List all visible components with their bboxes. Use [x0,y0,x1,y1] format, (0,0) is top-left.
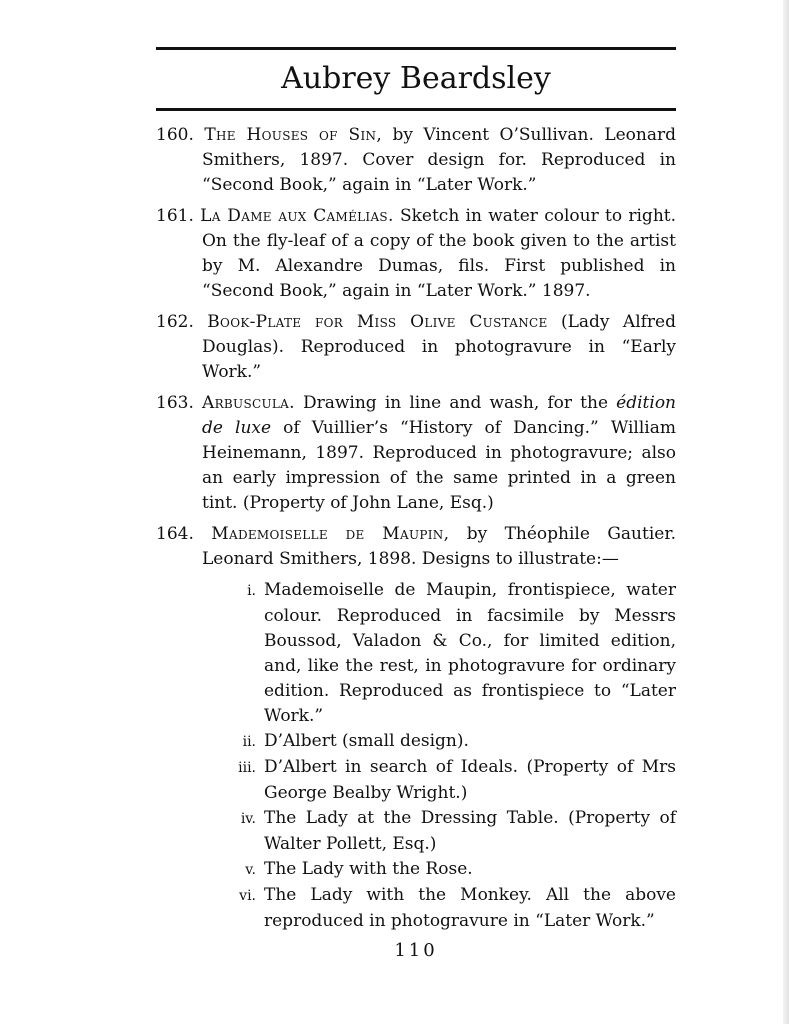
design-numeral: i. [247,583,256,599]
design-numeral: iii. [238,760,256,776]
catalogue-entry-160 [156,123,676,198]
catalogue-entry-161 [156,204,676,304]
design-item [156,857,676,883]
entry-number: 161. [156,206,194,226]
design-text: Mademoiselle de Maupin, frontispiece, water colour. Reproduced in facsimile by Messrs Boussod, Valadon & Co., for limited edition, and, like the rest, in photogravure for ordinary edition. Reproduced as frontispiece to “Later Work.” [264,580,676,726]
design-numeral: vi. [239,888,256,904]
design-numeral: v. [245,862,256,878]
design-item [156,578,676,729]
entry-text: Drawing in line and wash, for the [294,393,617,413]
entry-text: by Théophile Gautier. Leonard Smithers, 1898. Designs to illustrate:— [202,524,676,569]
entry-text-continued: of Vuillier’s “History of Dancing.” William Heinemann, 1897. Reproduced in photogravure; also an early impression of the same printed in a green tint. (Property of John Lane, Esq.) [202,418,676,513]
header-rule-bottom [156,108,676,111]
catalogue-entry-163 [156,391,676,516]
entry-title: The Houses of Sin, [204,125,383,145]
design-numeral: ii. [242,734,256,750]
catalogue-entry-164 [156,522,676,572]
design-text: The Lady with the Rose. [264,859,473,879]
entry-title: La Dame aux Camélias. [200,206,394,226]
design-item [156,806,676,857]
entry-italic-text: édition de luxe [202,393,677,438]
entry-number: 160. [156,125,194,145]
entry-text: (Lady Alfred Douglas). Reproduced in photogravure in “Early Work.” [202,312,676,382]
page-number: 110 [394,940,438,961]
design-item [156,755,676,806]
design-text: The Lady with the Monkey. All the above reproduced in photogravure in “Later Work.” [264,885,676,931]
entry-title: Arbuscula. [202,393,295,413]
entry-title: Book-Plate for Miss Olive Custance [207,312,548,332]
entry-text: by Vincent O’Sullivan. Leonard Smithers, 1897. Cover design for. Reproduced in “Second Book,” again in “Later Work.” [202,125,677,195]
entry-number: 164. [156,524,194,544]
catalogue-entry-162 [156,310,676,385]
design-text: D’Albert in search of Ideals. (Property of Mrs George Bealby Wright.) [264,757,676,803]
page-edge-shadow [783,0,789,1024]
entry-number: 162. [156,312,194,332]
design-item [156,883,676,934]
designs-list [156,578,676,934]
entry-text: Sketch in water colour to right. On the fly-leaf of a copy of the book given to the artist by M. Alexandre Dumas, fils. First published in “Second Book,” again in “Later Work.” 1897. [202,206,677,301]
design-text: The Lady at the Dressing Table. (Property of Walter Pollett, Esq.) [264,808,676,854]
entry-number: 163. [156,393,194,413]
book-page [156,47,676,961]
running-header: Aubrey Beardsley [281,61,551,96]
design-item [156,729,676,755]
design-numeral: iv. [240,811,256,827]
entry-title: Mademoiselle de Maupin, [211,524,450,544]
design-text: D’Albert (small design). [264,731,469,751]
